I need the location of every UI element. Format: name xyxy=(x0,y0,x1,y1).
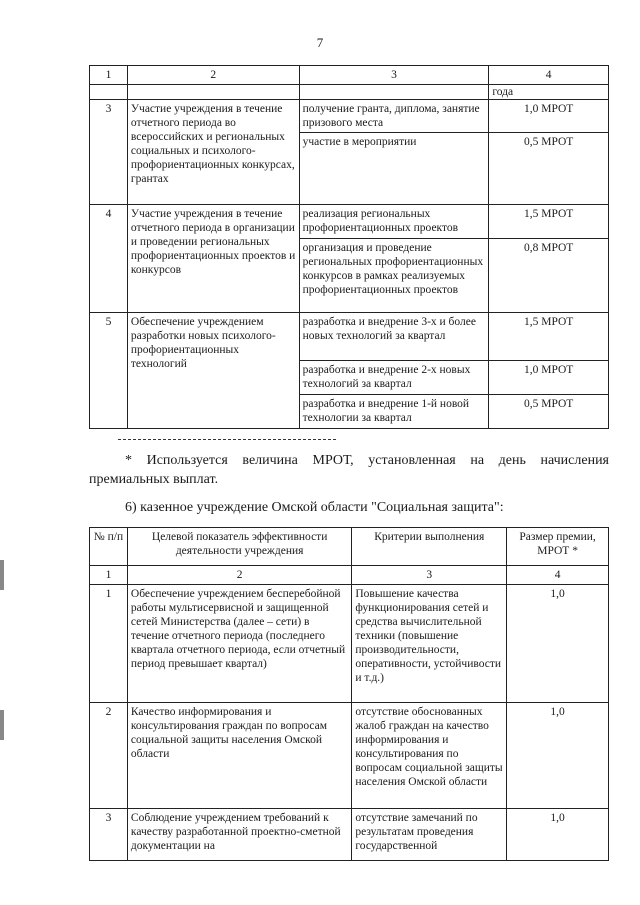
criteria-cell: разработка и внедрение 3-х и более новых технологий за квартал xyxy=(299,313,489,361)
column-number-row xyxy=(90,66,609,85)
page-number: 7 xyxy=(316,35,324,50)
indicator-cell: Участие учреждения в течение отчетного периода во всероссийских и региональных социальных и психолого-профориентационных конкурсах, грантах xyxy=(127,100,299,205)
row-number: 3 xyxy=(90,100,128,205)
row-number: 3 xyxy=(90,809,128,861)
footnote: * Используется величина МРОТ, установленная на день начисления премиальных выплат. xyxy=(89,453,609,487)
column-number: 2 xyxy=(127,566,351,585)
premium-value: 1,0 xyxy=(507,703,609,809)
criteria-cell: получение гранта, диплома, занятие призового места xyxy=(299,100,489,133)
table-row xyxy=(90,809,609,861)
header-premium: Размер премии, МРОТ * xyxy=(507,528,609,566)
continuation-row xyxy=(90,85,609,100)
row-number: 5 xyxy=(90,313,128,429)
criteria-cell: разработка и внедрение 2-х новых технологий за квартал xyxy=(299,361,489,395)
premium-value: 1,0 МРОТ xyxy=(489,100,609,133)
table-row xyxy=(90,585,609,703)
table-row xyxy=(90,313,609,361)
criteria-cell: организация и проведение региональных профориентационных конкурсов в рамках реализуемых профориентационных проектов xyxy=(299,239,489,313)
premium-table-continued xyxy=(89,65,609,429)
social-protection-premium-table xyxy=(89,527,609,861)
column-number: 1 xyxy=(90,66,128,85)
criteria-cell: участие в мероприятии xyxy=(299,133,489,205)
premium-value: 1,5 МРОТ xyxy=(489,205,609,239)
column-number: 4 xyxy=(489,66,609,85)
premium-value: 0,8 МРОТ xyxy=(489,239,609,313)
column-number: 2 xyxy=(127,66,299,85)
criteria-cell: Повышение качества функционирования сетей и средства вычислительной техники (повышение производительности, оперативности, устойчивости и т.д.) xyxy=(352,585,507,703)
row-number: 4 xyxy=(90,205,128,313)
criteria-cell: отсутствие обоснованных жалоб граждан на качество информирования и консультирования по вопросам социальной защиты населения Омской области xyxy=(352,703,507,809)
premium-value: 0,5 МРОТ xyxy=(489,133,609,205)
footnote-separator xyxy=(118,439,336,440)
premium-value: 1,0 xyxy=(507,809,609,861)
premium-value: 1,0 xyxy=(507,585,609,703)
row-number: 2 xyxy=(90,703,128,809)
premium-value: 1,0 МРОТ xyxy=(489,361,609,395)
row-number: 1 xyxy=(90,585,128,703)
header-indicator: Целевой показатель эффективности деятельности учреждения xyxy=(127,528,351,566)
criteria-cell: реализация региональных профориентационных проектов xyxy=(299,205,489,239)
section-title: 6) казенное учреждение Омской области "Социальная защита": xyxy=(125,500,504,515)
column-number-row xyxy=(90,566,609,585)
header-row xyxy=(90,528,609,566)
table-row xyxy=(90,703,609,809)
column-number: 4 xyxy=(507,566,609,585)
table-row xyxy=(90,205,609,239)
criteria-cell: разработка и внедрение 1-й новой технологии за квартал xyxy=(299,395,489,429)
indicator-cell: Обеспечение учреждением разработки новых психолого-профориентационных технологий xyxy=(127,313,299,429)
indicator-cell: Качество информирования и консультирования граждан по вопросам социальной защиты населения Омской области xyxy=(127,703,351,809)
table-row xyxy=(90,100,609,133)
scan-edge-mark xyxy=(0,560,4,590)
header-num: № п/п xyxy=(90,528,128,566)
column-number: 1 xyxy=(90,566,128,585)
indicator-cell: Участие учреждения в течение отчетного периода в организации и проведении региональных профориентационных проектов и конкурсов xyxy=(127,205,299,313)
premium-value: 1,5 МРОТ xyxy=(489,313,609,361)
column-number: 3 xyxy=(299,66,489,85)
continuation-unit: года xyxy=(489,85,609,100)
indicator-cell: Соблюдение учреждением требований к качеству разработанной проектно-сметной документации на xyxy=(127,809,351,861)
scan-edge-mark xyxy=(0,710,4,740)
premium-value: 0,5 МРОТ xyxy=(489,395,609,429)
indicator-cell: Обеспечение учреждением бесперебойной работы мультисервисной и защищенной сетей Министерства (далее – сети) в течение отчетного периода (последнего квартала отчетного периода, если отчетный период превышает квартал) xyxy=(127,585,351,703)
criteria-cell: отсутствие замечаний по результатам проведения государственной xyxy=(352,809,507,861)
header-criteria: Критерии выполнения xyxy=(352,528,507,566)
column-number: 3 xyxy=(352,566,507,585)
